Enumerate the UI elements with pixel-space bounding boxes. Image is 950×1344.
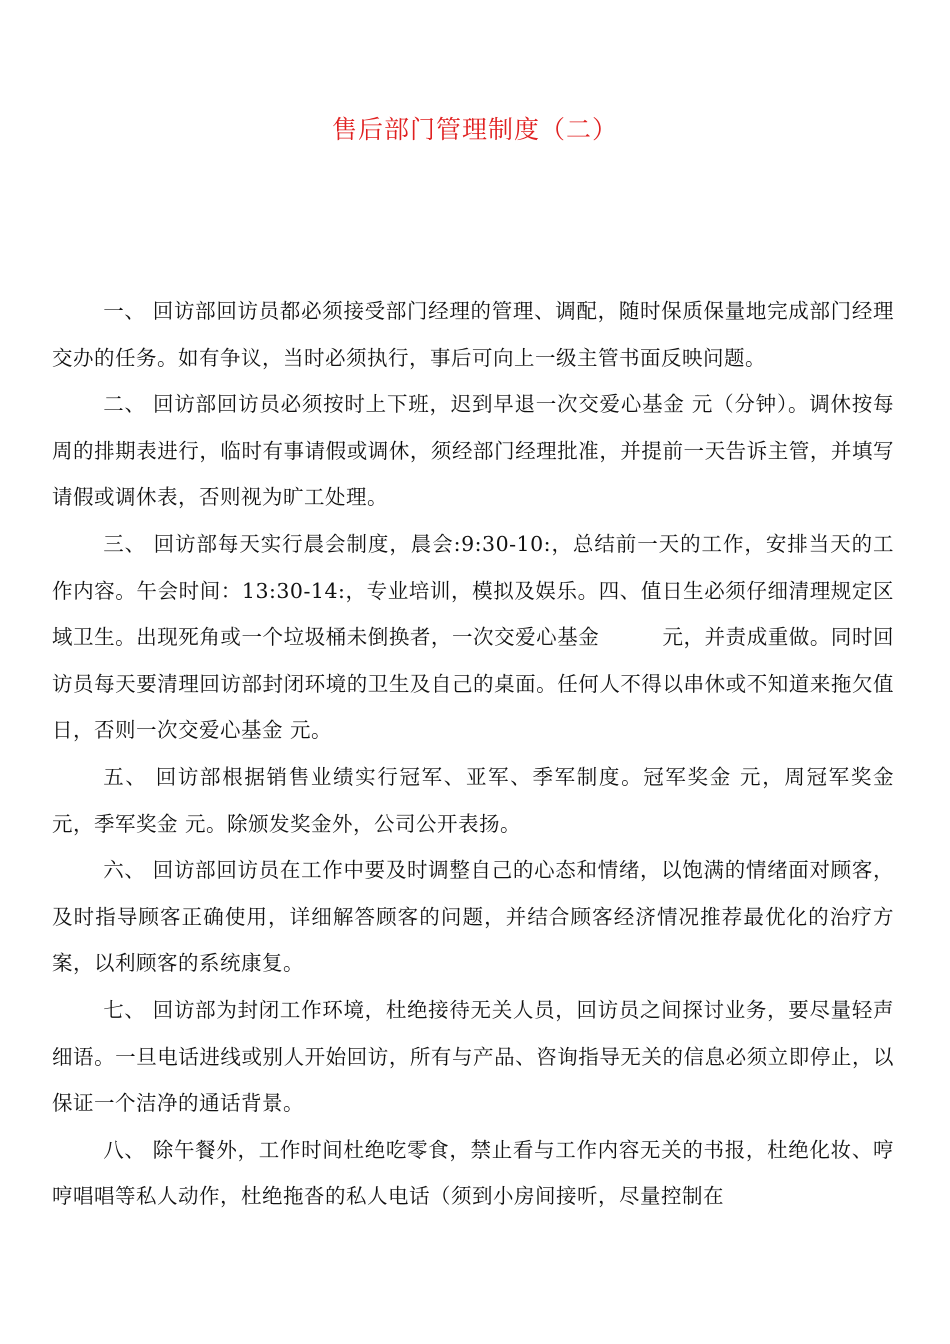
paragraph-1: 一、 回访部回访员都必须接受部门经理的管理、调配，随时保质保量地完成部门经理交办的任务。如有争议，当时必须执行，事后可向上一级主管书面反映问题。 [52,299,894,370]
paragraph-5: 五、 回访部根据销售业绩实行冠军、亚军、季军制度。冠军奖金 元，周冠军奖金 元，季军奖金 元。除颁发奖金外，公司公开表扬。 [52,764,894,836]
paragraph-7: 七、 回访部为封闭工作环境，杜绝接待无关人员，回访员之间探讨业务，要尽量轻声细语。一旦电话进线或别人开始回访，所有与产品、咨询指导无关的信息必须立即停止，以保证一个洁净的通话背景。 [52,997,894,1116]
paragraph-8: 八、 除午餐外，工作时间杜绝吃零食，禁止看与工作内容无关的书报，杜绝化妆、哼哼唱唱等私人动作，杜绝拖沓的私人电话（须到小房间接听，尽量控制在 [52,1137,894,1209]
document-body [52,288,894,1220]
paragraph-6: 六、 回访部回访员在工作中要及时调整自己的心态和情绪，以饱满的情绪面对顾客，及时指导顾客正确使用，详细解答顾客的问题，并结合顾客经济情况推荐最优化的治疗方案，以利顾客的系统康复。 [52,858,894,976]
paragraph-2: 二、 回访部回访员必须按时上下班，迟到早退一次交爱心基金 元（分钟）。调休按每周的排期表进行，临时有事请假或调休，须经部门经理批准，并提前一天告诉主管，并填写请假或调休表，否则视为旷工处理。 [52,392,894,510]
document-title: 售后部门管理制度（二） [331,115,618,144]
paragraph-3: 三、 回访部每天实行晨会制度，晨会:9:30-10:，总结前一天的工作，安排当天的工作内容。午会时间：13:30-14:，专业培训，模拟及娱乐。四、值日生必须仔细清理规定区域卫生。出现死角或一个垃圾桶未倒换者，一次交爱心基金 元，并责成重做。同时回访员每天要清理回访部封闭环境的卫生及自己的桌面。任何人不得以串休或不知道来拖欠值日，否则一次交爱心基金 元。 [52,531,894,743]
